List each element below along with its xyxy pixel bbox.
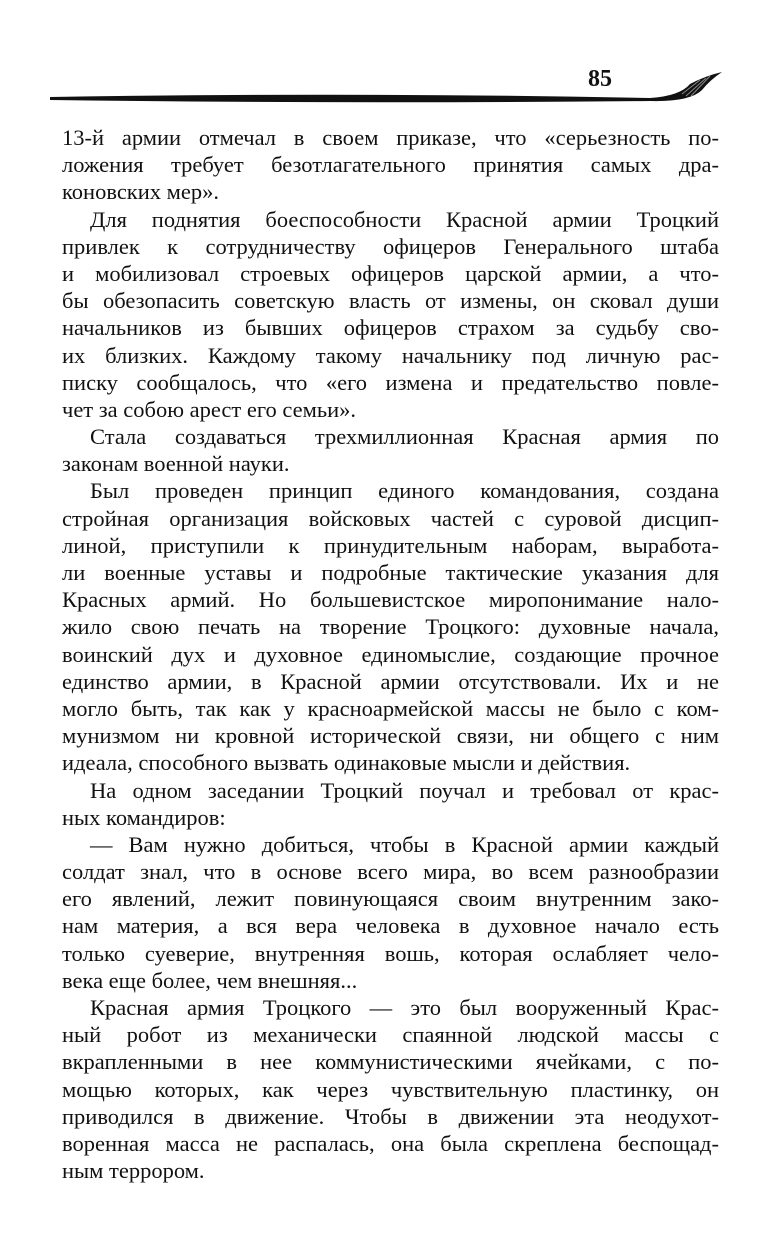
text-line: ных командиров:	[62, 804, 226, 830]
text-line: стройная организация войсковых частей с суровой дисцип-	[62, 505, 719, 531]
body-text	[62, 124, 719, 1184]
text-line: писку сообщалось, что «его измена и предательство повле-	[62, 369, 719, 395]
text-line: законам военной науки.	[62, 451, 290, 477]
text-line: нам материя, а вся вера человека в духовное начало есть	[62, 913, 719, 939]
text-line: Был проведен принцип единого командования, создана	[90, 478, 719, 504]
text-line: воинский дух и духовное единомыслие, создающие прочное	[62, 641, 719, 667]
paragraph	[62, 477, 719, 776]
text-line: могло быть, так как у красноармейской массы не было с ком-	[62, 695, 719, 721]
text-line: — Вам нужно добиться, чтобы в Красной армии каждый	[90, 831, 719, 857]
text-line: мощью которых, как через чувствительную пластинку, он	[62, 1076, 719, 1102]
text-line: ный робот из механически спаянной людской массы с	[62, 1022, 719, 1048]
text-line: На одном заседании Троцкий поучал и требовал от крас-	[90, 777, 719, 803]
text-line: ложения требует безотлагательного принятия самых дра-	[62, 152, 719, 178]
text-line: ным террором.	[62, 1158, 205, 1184]
paragraph	[62, 777, 719, 831]
text-line: его явлений, лежит повинующаяся своим внутренним зако-	[62, 886, 719, 912]
text-line: Стала создаваться трехмиллионная Красная армия по	[90, 424, 719, 450]
text-line: их близких. Каждому такому начальнику под личную рас-	[62, 342, 719, 368]
text-line: коновских мер».	[62, 179, 220, 205]
text-line: жило свою печать на творение Троцкого: духовные начала,	[62, 614, 719, 640]
text-line: приводился в движение. Чтобы в движении эта неодухот-	[62, 1103, 719, 1129]
text-line: чет за собою арест его семьи».	[62, 396, 357, 422]
text-line: единство армии, в Красной армии отсутствовали. Их и не	[62, 668, 719, 694]
text-line: привлек к сотрудничеству офицеров Генерального штаба	[62, 233, 719, 259]
text-line: идеала, способного вызвать одинаковые мысли и действия.	[62, 750, 631, 776]
paragraph	[62, 124, 719, 206]
page-number: 85	[588, 66, 612, 92]
paragraph	[62, 423, 719, 477]
text-line: Для поднятия боеспособности Красной армии Троцкий	[90, 206, 719, 232]
text-line: вкрапленными в нее коммунистическими ячейками, с по-	[62, 1049, 719, 1075]
paragraph	[62, 994, 719, 1184]
text-line: линой, приступили к принудительным наборам, выработа-	[62, 532, 719, 558]
header-rule-ornament	[50, 70, 730, 110]
text-line: только суеверие, внутренняя вошь, которая ослабляет чело-	[62, 940, 719, 966]
text-line: 13-й армии отмечал в своем приказе, что «серьезность по-	[62, 125, 719, 150]
text-line: воренная масса не распалась, она была скреплена беспощад-	[62, 1130, 719, 1156]
text-line: Красных армий. Но большевистское миропонимание нало-	[62, 587, 719, 613]
text-line: и мобилизовал строевых офицеров царской армии, а что-	[62, 260, 719, 286]
text-line: Красная армия Троцкого — это был вооруженный Крас-	[90, 995, 719, 1020]
text-line: мунизмом ни кровной исторической связи, ни общего с ним	[62, 723, 719, 749]
text-line: ли военные уставы и подробные тактические указания для	[62, 560, 719, 585]
text-line: века еще более, чем внешняя...	[62, 967, 358, 993]
text-line: начальников из бывших офицеров страхом за судьбу сво-	[62, 315, 719, 341]
paragraph	[62, 206, 719, 424]
text-line: бы обезопасить советскую власть от измены, он сковал души	[62, 288, 719, 314]
paragraph	[62, 831, 719, 994]
text-line: солдат знал, что в основе всего мира, во всем разнообразии	[62, 859, 719, 885]
